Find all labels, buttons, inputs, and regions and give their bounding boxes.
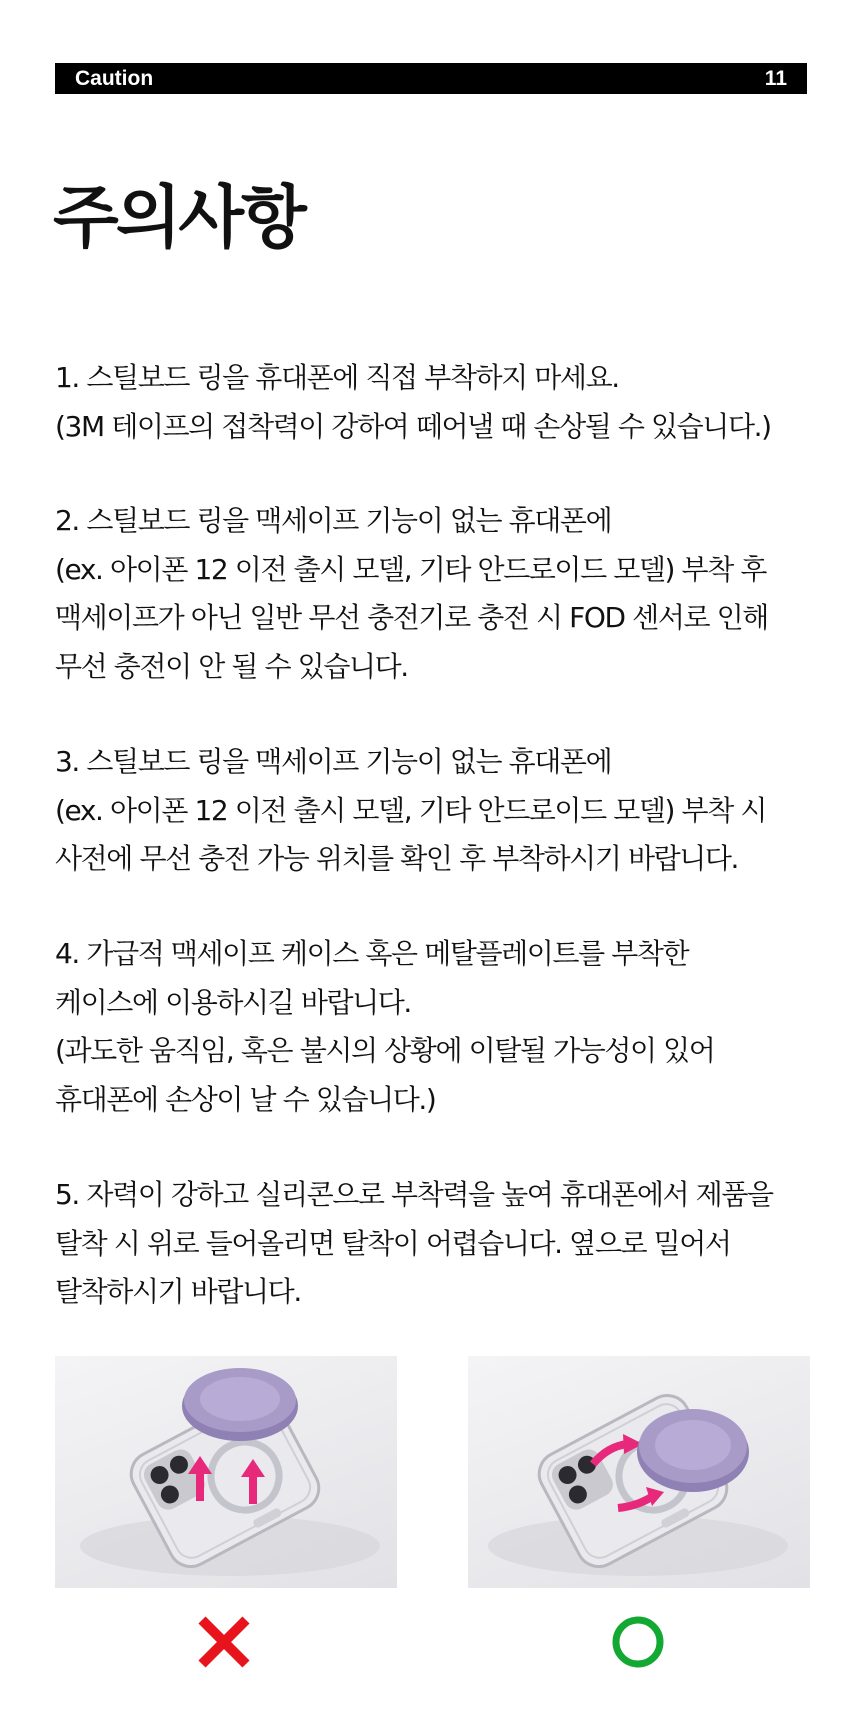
caution-item-3 [55,738,825,884]
caution-line: 휴대폰에 손상이 날 수 있습니다.) [55,1082,436,1116]
circle-mark-icon [608,1612,668,1672]
caution-line: 무선 충전이 안 될 수 있습니다. [55,649,408,683]
right-method-photo [468,1356,810,1588]
caution-item-1 [55,354,825,451]
caution-line: 5. 자력이 강하고 실리콘으로 부착력을 높여 휴대폰에서 제품을 [55,1178,773,1211]
caution-item-5 [55,1171,825,1317]
section-label: Caution [75,66,154,90]
cross-mark-icon [194,1612,254,1672]
caution-item-2 [55,497,825,691]
header-bar [55,63,807,94]
caution-line: 탈착 시 위로 들어올리면 탈착이 어렵습니다. 옆으로 밀어서 [55,1226,731,1260]
caution-line: 1. 스틸보드 링을 휴대폰에 직접 부착하지 마세요. [55,361,619,394]
caution-line: (3M 테이프의 접착력이 강하여 떼어낼 때 손상될 수 있습니다.) [55,409,771,443]
page-number: 11 [764,66,787,90]
caution-line: (과도한 움직임, 혹은 불시의 상황에 이탈될 가능성이 있어 [55,1034,715,1067]
phone-with-ring-slid-sideways-image [468,1356,810,1588]
caution-line: (ex. 아이폰 12 이전 출시 모델, 기타 안드로이드 모델) 부착 시 [55,793,766,827]
phone-with-ring-lifted-up-image [55,1356,397,1588]
caution-line: 탈착하시기 바랍니다. [55,1275,301,1308]
caution-line: 케이스에 이용하시길 바랍니다. [55,985,411,1019]
caution-line: 4. 가급적 맥세이프 케이스 혹은 메탈플레이트를 부착한 [55,937,689,970]
caution-line: 사전에 무선 충전 가능 위치를 확인 후 부착하시기 바랍니다. [55,842,739,875]
caution-line: 3. 스틸보드 링을 맥세이프 기능이 없는 휴대폰에 [55,745,612,778]
caution-item-4 [55,930,825,1124]
caution-line: 2. 스틸보드 링을 맥세이프 기능이 없는 휴대폰에 [55,504,612,537]
page-title: 주의사항 [53,179,304,258]
wrong-method-photo [55,1356,397,1588]
caution-line: 맥세이프가 아닌 일반 무선 충전기로 충전 시 FOD 센서로 인해 [55,601,768,634]
caution-line: (ex. 아이폰 12 이전 출시 모델, 기타 안드로이드 모델) 부착 후 [55,552,766,586]
